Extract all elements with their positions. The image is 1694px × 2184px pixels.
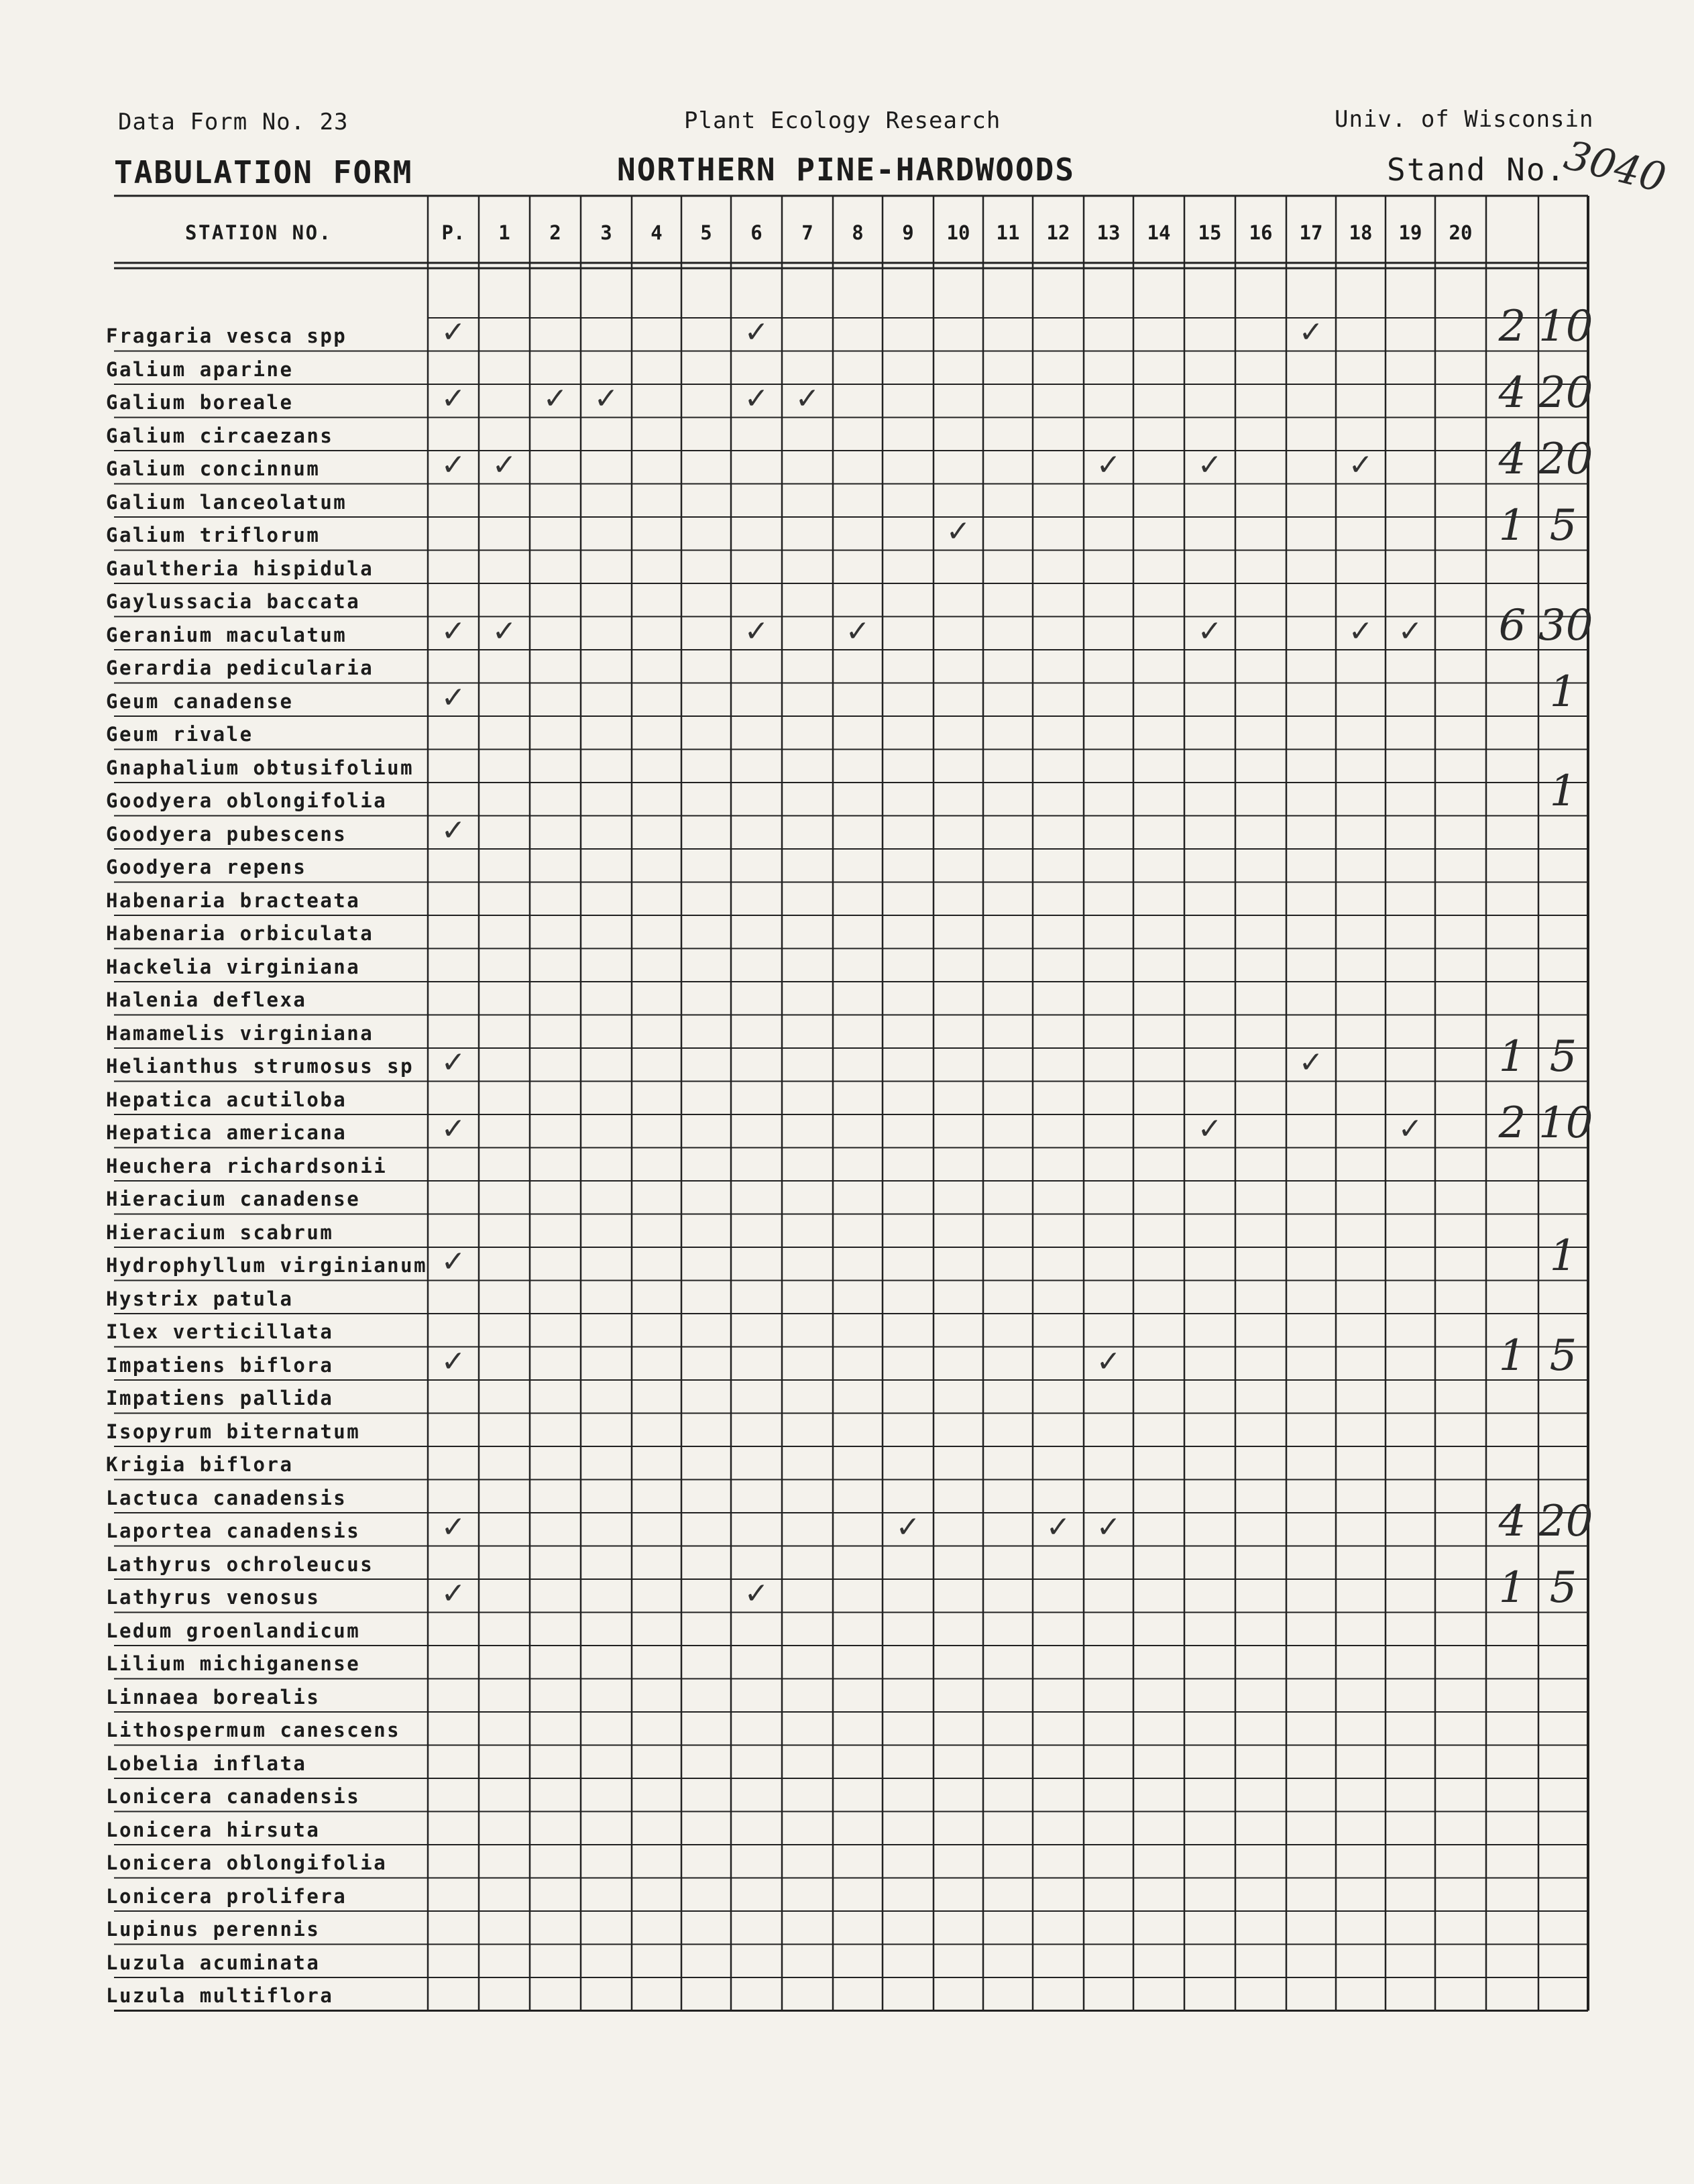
column-header: 4 xyxy=(651,221,663,244)
species-name: Lonicera oblongifolia xyxy=(106,1851,388,1874)
station-check-mark: ✓ xyxy=(1096,448,1121,482)
species-name: Gaylussacia baccata xyxy=(106,590,361,613)
species-name: Hackelia virginiana xyxy=(106,955,361,978)
species-name: Impatiens biflora xyxy=(106,1353,334,1377)
station-no-label: STATION NO. xyxy=(185,221,333,244)
occurrence-count: 1 xyxy=(1498,1032,1526,1082)
species-name: Helianthus strumosus sp xyxy=(106,1055,414,1078)
station-check-mark: ✓ xyxy=(1398,614,1423,648)
station-check-mark: ✓ xyxy=(1046,1510,1071,1544)
form-title: TABULATION FORM xyxy=(114,154,413,190)
frequency-percent: 30 xyxy=(1538,600,1593,650)
station-check-mark: ✓ xyxy=(845,614,870,648)
column-header: 13 xyxy=(1096,221,1121,244)
species-name: Lobelia inflata xyxy=(106,1751,307,1775)
occurrence-count: 2 xyxy=(1498,1098,1526,1148)
station-check-mark: ✓ xyxy=(441,680,466,715)
species-name: Lonicera prolifera xyxy=(106,1884,347,1908)
species-name: Galium concinnum xyxy=(106,457,321,480)
species-name: Lilium michiganense xyxy=(106,1652,361,1675)
species-name: Hydrophyllum virginianum xyxy=(106,1254,428,1277)
frequency-percent: 10 xyxy=(1538,1098,1593,1148)
column-header: 8 xyxy=(852,221,864,244)
station-check-mark: ✓ xyxy=(1197,448,1223,482)
station-check-mark: ✓ xyxy=(1096,1510,1121,1544)
station-check-mark: ✓ xyxy=(1398,1112,1423,1146)
species-name: Krigia biflora xyxy=(106,1453,294,1476)
species-name: Galium lanceolatum xyxy=(106,490,347,514)
station-check-mark: ✓ xyxy=(1298,1045,1324,1080)
species-name: Hepatica americana xyxy=(106,1121,347,1144)
species-name: Habenaria orbiculata xyxy=(106,922,374,945)
species-name: Goodyera pubescens xyxy=(106,822,347,846)
frequency-percent: 5 xyxy=(1549,1032,1577,1082)
column-header: 1 xyxy=(498,221,510,244)
species-name: Lonicera canadensis xyxy=(106,1785,361,1808)
station-check-mark: ✓ xyxy=(744,1576,769,1611)
station-check-mark: ✓ xyxy=(441,448,466,482)
species-name: Lupinus perennis xyxy=(106,1918,321,1941)
column-header: 2 xyxy=(549,221,561,244)
species-name: Geranium maculatum xyxy=(106,623,347,646)
species-name: Galium circaezans xyxy=(106,424,334,447)
station-check-mark: ✓ xyxy=(492,448,517,482)
species-name: Gnaphalium obtusifolium xyxy=(106,756,414,779)
column-header: 18 xyxy=(1349,221,1373,244)
species-name: Galium aparine xyxy=(106,357,294,381)
column-header: 15 xyxy=(1198,221,1222,244)
column-header: 12 xyxy=(1046,221,1070,244)
species-name: Galium triflorum xyxy=(106,524,321,547)
frequency-percent: 5 xyxy=(1549,1330,1577,1381)
frequency-percent: 1 xyxy=(1549,766,1577,816)
station-check-mark: ✓ xyxy=(744,315,769,349)
station-check-mark: ✓ xyxy=(1348,614,1373,648)
column-header: 9 xyxy=(902,221,914,244)
species-name: Lonicera hirsuta xyxy=(106,1818,321,1841)
occurrence-count: 4 xyxy=(1498,435,1526,484)
station-check-mark: ✓ xyxy=(895,1510,921,1544)
occurrence-count: 1 xyxy=(1498,1563,1526,1613)
species-name: Fragaria vesca spp xyxy=(106,325,347,347)
species-name: Lithospermum canescens xyxy=(106,1719,401,1741)
column-header: 19 xyxy=(1398,221,1422,244)
column-header: 7 xyxy=(801,221,813,244)
species-name: Hamamelis virginiana xyxy=(106,1021,374,1045)
species-name: Impatiens pallida xyxy=(106,1387,334,1410)
column-header: 10 xyxy=(946,221,970,244)
frequency-percent: 5 xyxy=(1549,501,1577,551)
station-check-mark: ✓ xyxy=(594,382,619,416)
column-header: 5 xyxy=(700,221,712,244)
species-name: Hystrix patula xyxy=(106,1287,294,1310)
species-name: Habenaria bracteata xyxy=(106,888,361,912)
column-header: 17 xyxy=(1299,221,1323,244)
occurrence-count: 4 xyxy=(1498,1497,1526,1546)
column-header: 6 xyxy=(750,221,763,244)
species-name: Goodyera repens xyxy=(106,856,307,878)
species-name: Halenia deflexa xyxy=(106,988,307,1011)
species-name: Luzula multiflora xyxy=(106,1984,334,2007)
species-name: Hieracium canadense xyxy=(106,1188,361,1210)
station-check-mark: ✓ xyxy=(441,813,466,848)
frequency-percent: 10 xyxy=(1538,302,1593,351)
station-check-mark: ✓ xyxy=(441,1576,466,1611)
station-check-mark: ✓ xyxy=(492,614,517,648)
station-check-mark: ✓ xyxy=(744,614,769,648)
column-header: 11 xyxy=(996,221,1020,244)
species-name: Ledum groenlandicum xyxy=(106,1619,361,1642)
species-name: Heuchera richardsonii xyxy=(106,1154,388,1177)
university-label: Univ. of Wisconsin xyxy=(1335,106,1594,133)
frequency-percent: 20 xyxy=(1538,1497,1593,1546)
occurrence-count: 4 xyxy=(1498,368,1526,418)
station-check-mark: ✓ xyxy=(441,315,466,349)
species-name: Geum rivale xyxy=(106,723,253,746)
station-check-mark: ✓ xyxy=(946,514,971,549)
frequency-percent: 1 xyxy=(1549,667,1577,717)
community-title: NORTHERN PINE-HARDWOODS xyxy=(617,152,1075,188)
station-check-mark: ✓ xyxy=(441,1045,466,1080)
station-check-mark: ✓ xyxy=(543,382,568,416)
station-check-mark: ✓ xyxy=(441,1245,466,1279)
research-label: Plant Ecology Research xyxy=(684,107,1001,134)
frequency-percent: 1 xyxy=(1549,1231,1577,1281)
species-name: Luzula acuminata xyxy=(106,1951,321,1974)
station-check-mark: ✓ xyxy=(441,1510,466,1544)
frequency-percent: 20 xyxy=(1538,435,1593,484)
species-name: Laportea canadensis xyxy=(106,1519,361,1542)
station-check-mark: ✓ xyxy=(441,1112,466,1146)
species-name: Lathyrus ochroleucus xyxy=(106,1552,374,1576)
column-header: 16 xyxy=(1249,221,1273,244)
stand-label: Stand No. xyxy=(1387,152,1567,188)
station-check-mark: ✓ xyxy=(795,382,820,416)
column-header: 3 xyxy=(600,221,612,244)
station-check-mark: ✓ xyxy=(1298,315,1324,349)
station-check-mark: ✓ xyxy=(1197,614,1223,648)
station-check-mark: ✓ xyxy=(744,382,769,416)
column-header: P. xyxy=(441,221,465,244)
station-check-mark: ✓ xyxy=(1197,1112,1223,1146)
station-check-mark: ✓ xyxy=(441,614,466,648)
stand-number: 3040 xyxy=(1559,131,1671,203)
station-check-mark: ✓ xyxy=(1096,1344,1121,1379)
species-name: Goodyera oblongifolia xyxy=(106,789,388,812)
species-name: Gaultheria hispidula xyxy=(106,557,374,580)
frequency-percent: 20 xyxy=(1538,368,1593,418)
species-name: Lactuca canadensis xyxy=(106,1486,347,1509)
species-name: Isopyrum biternatum xyxy=(106,1420,361,1443)
occurrence-count: 1 xyxy=(1498,1330,1526,1381)
species-name: Geum canadense xyxy=(106,689,294,713)
column-header: 14 xyxy=(1147,221,1171,244)
frequency-percent: 5 xyxy=(1549,1563,1577,1613)
occurrence-count: 2 xyxy=(1498,302,1526,351)
form-number: Data Form No. 23 xyxy=(118,109,349,135)
station-check-mark: ✓ xyxy=(441,1344,466,1379)
species-name: Gerardia pedicularia xyxy=(106,656,374,679)
station-check-mark: ✓ xyxy=(1348,448,1373,482)
species-name: Lathyrus venosus xyxy=(106,1586,321,1609)
station-check-mark: ✓ xyxy=(441,382,466,416)
species-name: Hieracium scabrum xyxy=(106,1220,334,1244)
species-name: Linnaea borealis xyxy=(106,1685,321,1709)
column-header: 20 xyxy=(1449,221,1473,244)
species-name: Hepatica acutiloba xyxy=(106,1088,347,1111)
occurrence-count: 6 xyxy=(1498,600,1526,650)
occurrence-count: 1 xyxy=(1498,501,1526,551)
species-name: Ilex verticillata xyxy=(106,1320,334,1343)
species-name: Galium boreale xyxy=(106,391,294,414)
